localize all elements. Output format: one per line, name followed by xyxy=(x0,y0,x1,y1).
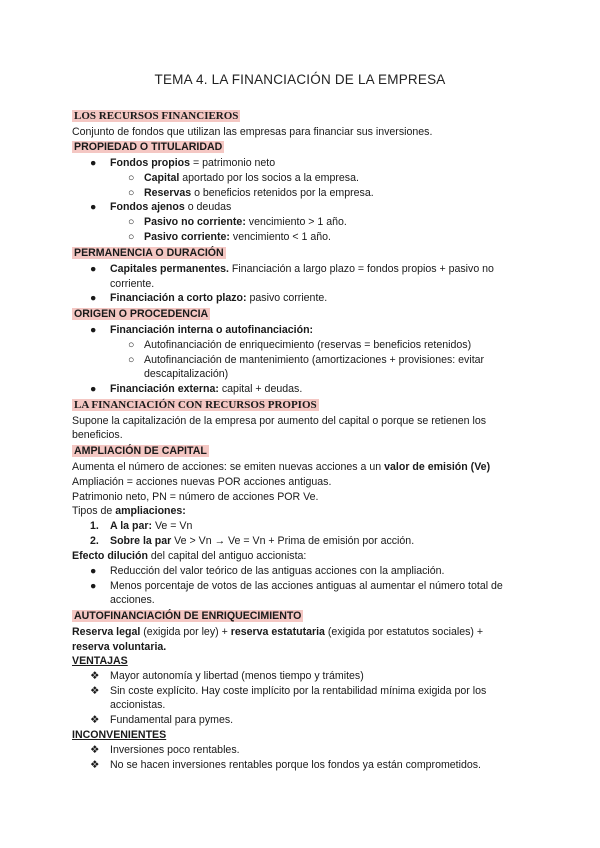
diamond-icon: ❖ xyxy=(90,685,100,697)
list-item: ❖ Sin coste explícito. Hay coste implícito por la rentabilidad mínima exigida por los xyxy=(90,685,487,697)
subheading-ventajas: VENTAJAS xyxy=(72,655,128,667)
paragraph-text: Patrimonio neto, PN = número de acciones POR Ve. xyxy=(72,491,319,503)
definition-text: Conjunto de fondos que utilizan las empresas para financiar sus inversiones. xyxy=(72,126,433,138)
numbered-item: 1. A la par: Ve = Vn xyxy=(90,520,193,532)
list-item: ○ Capital aportado por los socios a la empresa. xyxy=(128,172,359,184)
list-item: ○ Autofinanciación de mantenimiento (amortizaciones + provisiones: evitar xyxy=(128,354,485,366)
list-item: ● Menos porcentaje de votos de las acciones antiguas al aumentar el número total de xyxy=(90,580,503,592)
paragraph-text: Efecto dilución del capital del antiguo accionista: xyxy=(72,550,307,562)
paragraph-text: Reserva legal (exigida por ley) + reserva estatutaria (exigida por estatutos sociales) + xyxy=(72,626,484,638)
section-heading-recursos-propios: LA FINANCIACIÓN CON RECURSOS PROPIOS xyxy=(74,399,317,411)
paragraph-text: reserva voluntaria. xyxy=(72,641,167,653)
section-heading-autofinanciacion: AUTOFINANCIACIÓN DE ENRIQUECIMIENTO xyxy=(74,610,302,622)
diamond-icon: ❖ xyxy=(90,714,100,726)
list-item-continuation: descapitalización) xyxy=(144,368,229,380)
list-item-continuation: corriente. xyxy=(110,278,155,290)
diamond-icon: ❖ xyxy=(90,744,100,756)
document-title: TEMA 4. LA FINANCIACIÓN DE LA EMPRESA xyxy=(154,72,446,87)
numbered-item: 2. Sobre la par Ve > Vn → Ve = Vn + Prima de emisión por acción. xyxy=(90,535,415,547)
paragraph-text-continuation: beneficios. xyxy=(72,429,123,441)
section-heading-ampliacion: AMPLIACIÓN DE CAPITAL xyxy=(74,445,207,457)
list-item: ○ Autofinanciación de enriquecimiento (reservas = beneficios retenidos) xyxy=(128,339,472,351)
paragraph-text: Tipos de ampliaciones: xyxy=(72,505,186,517)
section-heading-recursos: LOS RECURSOS FINANCIEROS xyxy=(74,110,239,122)
section-heading-permanencia: PERMANENCIA O DURACIÓN xyxy=(74,247,224,259)
list-item-continuation: acciones. xyxy=(110,594,155,606)
diamond-icon: ❖ xyxy=(90,759,100,771)
list-item-continuation: accionistas. xyxy=(110,699,166,711)
list-item: ● Financiación interna o autofinanciación: xyxy=(90,324,314,336)
list-item: ● Financiación a corto plazo: pasivo corriente. xyxy=(90,292,328,304)
list-item: ● Reducción del valor teórico de las antiguas acciones con la ampliación. xyxy=(90,565,445,577)
list-item: ● Fondos ajenos o deudas xyxy=(90,201,232,213)
paragraph-text: Supone la capitalización de la empresa por aumento del capital o porque se retienen los xyxy=(72,415,487,427)
subheading-inconvenientes: INCONVENIENTES xyxy=(72,729,167,741)
list-item: ○ Pasivo corriente: vencimiento < 1 año. xyxy=(128,231,331,243)
diamond-icon: ❖ xyxy=(90,670,100,682)
list-item: ○ Pasivo no corriente: vencimiento > 1 año. xyxy=(128,216,347,228)
section-heading-origen: ORIGEN O PROCEDENCIA xyxy=(74,308,209,320)
paragraph-text: Ampliación = acciones nuevas POR acciones antiguas. xyxy=(72,476,332,488)
list-item: ❖ Inversiones poco rentables. xyxy=(90,744,240,756)
list-item: ● Fondos propios = patrimonio neto xyxy=(90,157,276,169)
list-item: ● Capitales permanentes. Financiación a largo plazo = fondos propios + pasivo no xyxy=(90,263,494,275)
section-heading-propiedad: PROPIEDAD O TITULARIDAD xyxy=(74,141,223,153)
list-item: ❖ Fundamental para pymes. xyxy=(90,714,234,726)
list-item: ❖ No se hacen inversiones rentables porque los fondos ya están comprometidos. xyxy=(90,759,481,771)
list-item: ❖ Mayor autonomía y libertad (menos tiempo y trámites) xyxy=(90,670,364,682)
list-item: ○ Reservas o beneficios retenidos por la empresa. xyxy=(128,187,374,199)
list-item: ● Financiación externa: capital + deudas. xyxy=(90,383,303,395)
paragraph-text: Aumenta el número de acciones: se emiten nuevas acciones a un valor de emisión (Ve) xyxy=(72,461,491,473)
